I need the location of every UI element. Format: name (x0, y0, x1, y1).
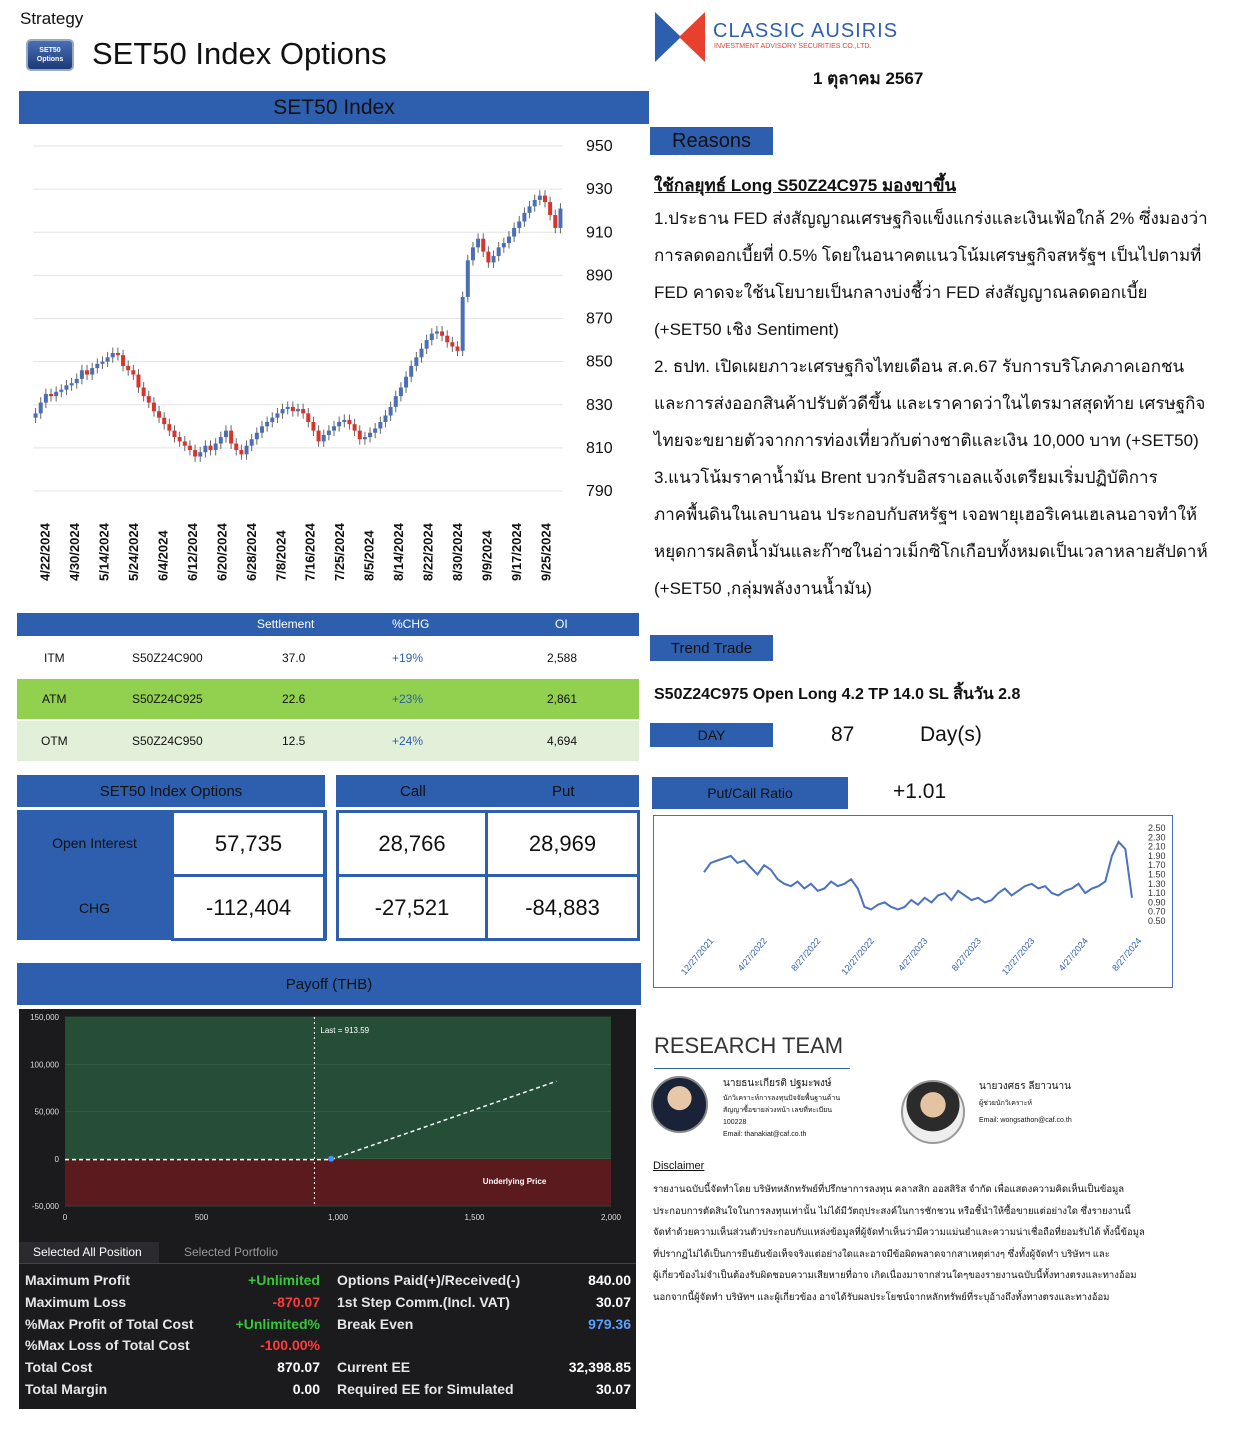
analyst-1-email: Email: thanakiat@caf.co.th (723, 1131, 807, 1138)
candle-body (183, 441, 187, 445)
x-tick-label: 4/22/2024 (37, 523, 53, 581)
candle-body (383, 416, 387, 422)
stat-label: Options Paid(+)/Received(-) (337, 1272, 521, 1288)
analyst-1-info (723, 1078, 873, 1141)
put-call-ratio-label: Put/Call Ratio (652, 777, 848, 809)
reason-line: (+SET50 เชิง Sentiment) (654, 320, 839, 339)
trend-trade-text: S50Z24C975 Open Long 4.2 TP 14.0 SL สิ้นวัน 2.8 (654, 686, 1021, 703)
stat-value: 30.07 (595, 1381, 631, 1397)
research-team-underline (654, 1068, 850, 1069)
report-date: 1 ตุลาคม 2567 (813, 69, 924, 88)
x-tick-label: 9/17/2024 (508, 523, 524, 581)
candle-body (414, 357, 418, 366)
disclaimer-line: จัดทำด้วยความเห็นส่วนตัวประกอบกับแหล่งข้อมูลที่ผู้จัดทำเห็นว่ามีความแม่นยำและความน่าเชื่อถือที่ยอมรับได้ ทั้งนี้ข้อมูล (653, 1227, 1145, 1238)
candle-body (486, 252, 490, 263)
stat-label: %Max Profit of Total Cost (25, 1315, 194, 1332)
brand-name: CLASSIC AUSIRIS (713, 20, 899, 42)
payoff-chart (19, 1009, 636, 1241)
stat-value: 979.36 (588, 1315, 631, 1332)
candle-body (75, 379, 79, 383)
reason-line: 2. ธปท. เปิดเผยภาวะเศรษฐกิจไทยเดือน ส.ค.67 รับการบริโภคภาคเอกชน (654, 357, 1185, 376)
analyst-1-role: นักวิเคราะห์การลงทุนปัจจัยพื้นฐานด้าน (723, 1095, 841, 1102)
row-series: S50Z24C900 (132, 651, 203, 665)
chg-put: -84,883 (485, 874, 640, 941)
x-tick-label: 1,000 (327, 1213, 349, 1222)
y-tick-label: 910 (586, 224, 613, 242)
reasons-body (654, 200, 1226, 607)
stat-label: Total Margin (25, 1381, 108, 1397)
candle-body (517, 221, 521, 227)
reason-line: FED คาดจะใช้นโยบายเป็นกลางบ่งชี้ว่า FED ส่งสัญญาณลดดอกเบี้ย (654, 283, 1148, 302)
reason-line: การลดดอกเบี้ยที่ 0.5% โดยในอนาคตแนวโน้มเศรษฐกิจสหรัฐฯ เป็นไปตามที่ (654, 246, 1202, 265)
x-tick-label: 6/4/2024 (155, 530, 171, 581)
candle-body (394, 396, 398, 407)
analyst-1-role2: สัญญาซื้อขายล่วงหน้า เลขที่ทะเบียน (723, 1107, 832, 1114)
index-chart-title: SET50 Index (19, 91, 649, 124)
table-row-atm (17, 679, 639, 719)
disclaimer-body (653, 1179, 1228, 1308)
stat-value: 840.00 (588, 1272, 631, 1288)
x-tick-label: 8/14/2024 (391, 523, 407, 581)
candle-body (126, 366, 130, 370)
candle-body (445, 336, 449, 342)
strategy-line: ใช้กลยุทธ์ Long S50Z24C975 มองขาขึ้น (654, 176, 957, 195)
y-tick-label: 50,000 (34, 1107, 59, 1117)
x-tick-label: 12/27/2021 (678, 935, 716, 977)
candle-body (471, 247, 475, 260)
candle-body (229, 431, 233, 444)
underlying-price-label: Underlying Price (482, 1176, 547, 1186)
candle-body (90, 368, 94, 374)
day-unit: Day(s) (920, 723, 982, 746)
candle-body (425, 340, 429, 349)
oi-call: 28,766 (336, 810, 488, 877)
stat-value: +Unlimited% (235, 1315, 320, 1332)
page-title: SET50 Index Options (92, 36, 387, 71)
day-value: 87 (831, 723, 855, 746)
candle-body (558, 209, 562, 228)
options-table-header (17, 613, 639, 636)
candle-body (301, 409, 305, 413)
disclaimer-line: รายงานฉบับนี้จัดทำโดย บริษัทหลักทรัพย์ที่ปรึกษาการลงทุน คลาสสิก ออสสิริส จำกัด เพื่อแสดงความคิดเห็นเป็นข้อมูล (653, 1184, 1125, 1195)
put-label: Put (552, 782, 575, 800)
x-tick-label: 4/27/2023 (896, 935, 930, 973)
brand-logo-icon (655, 12, 705, 62)
candle-body (178, 437, 182, 441)
disclaimer-line: ประกอบการตัดสินใจในการลงทุนเท่านั้น ไม่ได้มีวัตถุประสงค์ในการชักชวน หรือชี้นำให้ซื้อขายแต่อย่างใด ซึ่งรายงานนี้ (653, 1205, 1131, 1217)
stat-value: -100.00% (260, 1337, 320, 1354)
reason-line: หยุดการผลิตน้ำมันและก๊าซในอ่าวเม็กซิโกเกือบทั้งหมดเป็นเวลาหลายสัปดาห์ (654, 542, 1208, 561)
y-tick-label: 930 (586, 181, 613, 199)
candle-body (347, 420, 351, 424)
brand-subtitle: INVESTMENT ADVISORY SECURITIES CO.,LTD. (714, 43, 872, 50)
candle-body (440, 331, 444, 335)
candle-body (317, 431, 321, 442)
candle-body (548, 202, 552, 215)
candle-body (95, 364, 99, 368)
stat-value: 32,398.85 (568, 1359, 631, 1376)
stat-label: Maximum Loss (25, 1293, 127, 1310)
candle-body (399, 388, 403, 397)
candle-body (342, 420, 346, 422)
candle-body (224, 431, 228, 437)
candle-body (219, 437, 223, 443)
disclaimer-line: ที่ปรากฏไม่ได้เป็นการยืนยันข้อเท็จจริงแต่อย่างใดและอาจมีข้อผิดพลาดจากสาเหตุต่างๆ ซึ่งทั้งผู้จัดทำ บริษัทฯ และ (653, 1248, 1110, 1260)
row-oi: 4,694 (547, 734, 578, 748)
candle-body (59, 390, 63, 392)
x-tick-label: 7/25/2024 (332, 523, 348, 581)
y-tick-label: 890 (586, 267, 613, 285)
y-tick-label: 100,000 (30, 1060, 59, 1070)
candle-body (152, 403, 156, 412)
disclaimer-title: Disclaimer (653, 1160, 705, 1172)
y-tick-label: 1.30 (1148, 878, 1166, 889)
y-tick-label: 0.70 (1148, 906, 1166, 917)
stat-value: -870.07 (272, 1293, 320, 1310)
x-tick-label: 4/27/2022 (735, 935, 770, 973)
candle-body (100, 362, 104, 364)
stat-label: 1st Step Comm.(Incl. VAT) (337, 1293, 510, 1310)
candle-body (281, 409, 285, 413)
candle-body (173, 431, 177, 437)
reason-line: และการส่งออกสินค้าปรับตัวดีขึ้น และเราคาดว่าในไตรมาสสุดท้าย เศรษฐกิจ (654, 394, 1206, 413)
candle-body (239, 450, 243, 454)
candle-body (203, 446, 207, 452)
open-interest-label: Open Interest (17, 810, 172, 876)
y-tick-label: 830 (586, 396, 613, 414)
candle-body (265, 422, 269, 426)
candle-body (131, 370, 135, 374)
candle-body (167, 424, 171, 430)
candle-body (54, 392, 58, 396)
x-tick-label: 6/20/2024 (214, 523, 230, 581)
candle-body (332, 426, 336, 430)
chg-label: CHG (17, 876, 172, 940)
candle-body (456, 347, 460, 351)
stat-label: Break Even (337, 1315, 414, 1332)
candle-body (363, 437, 367, 439)
candle-body (214, 444, 218, 450)
candle-body (389, 407, 393, 416)
candle-body (188, 446, 192, 450)
candle-body (142, 388, 146, 397)
category-label: Strategy (20, 9, 84, 28)
tab-selected-all-position[interactable]: Selected All Position (19, 1242, 159, 1263)
reasons-title: Reasons (650, 127, 773, 155)
candle-body (492, 256, 496, 262)
row-settlement: 12.5 (282, 734, 306, 748)
candle-body (507, 237, 511, 243)
row-type: OTM (41, 734, 68, 748)
chg-total: -112,404 (171, 874, 326, 941)
x-tick-label: 8/5/2024 (361, 530, 377, 581)
candle-body (255, 433, 259, 439)
stat-value: +Unlimited (248, 1272, 320, 1288)
candle-body (522, 213, 526, 222)
candle-body (538, 196, 542, 200)
x-tick-label: 8/27/2024 (1110, 935, 1144, 973)
y-tick-label: 1.90 (1148, 850, 1166, 861)
y-tick-label: 0 (54, 1154, 59, 1164)
candle-body (322, 435, 326, 441)
x-tick-label: 7/8/2024 (273, 530, 289, 581)
row-series: S50Z24C950 (132, 734, 203, 748)
oi-put: 28,969 (485, 810, 640, 877)
last-price-label: Last = 913.59 (320, 1026, 370, 1035)
candle-body (116, 353, 120, 355)
row-chg: +23% (392, 692, 424, 706)
analyst-2-avatar (901, 1080, 965, 1144)
candle-body (245, 446, 249, 455)
row-settlement: 37.0 (282, 651, 306, 665)
candle-body (368, 433, 372, 437)
candle-body (404, 377, 408, 388)
row-oi: 2,588 (547, 651, 578, 665)
chg-call: -27,521 (336, 874, 488, 941)
candle-body (209, 446, 213, 450)
y-tick-label: 810 (586, 439, 613, 457)
header-oi: OI (555, 617, 568, 631)
logo-badge-text: SET50 Options (36, 47, 64, 63)
candle-body (270, 418, 274, 422)
table-row-otm (17, 721, 639, 761)
x-tick-label: 12/27/2022 (839, 935, 877, 977)
y-tick-label: -50,000 (31, 1202, 59, 1211)
candle-body (260, 426, 264, 432)
y-tick-label: 850 (586, 353, 613, 371)
candle-body (70, 383, 74, 385)
row-type: ATM (42, 692, 67, 706)
x-tick-label: 8/27/2022 (789, 935, 823, 973)
candle-body (291, 407, 295, 411)
candle-body (44, 394, 48, 403)
row-type: ITM (44, 651, 65, 665)
analyst-2-email: Email: wongsathon@caf.co.th (979, 1117, 1072, 1124)
candle-body (353, 424, 357, 430)
candle-body (533, 200, 537, 206)
reason-line: ไทยจะขยายตัวจากการท่องเที่ยวกับต่างชาติและเงิน 10,000 บาท (+SET50) (654, 431, 1199, 450)
y-tick-label: 0.50 (1148, 916, 1166, 926)
candle-body (311, 422, 315, 431)
payoff-divider (19, 1263, 636, 1264)
candle-body (373, 428, 377, 432)
x-tick-label: 6/12/2024 (184, 523, 200, 581)
stat-label: %Max Loss of Total Cost (25, 1337, 190, 1354)
candle-body (85, 370, 89, 374)
candle-body (553, 215, 557, 228)
break-even-marker (328, 1156, 334, 1162)
x-tick-label: 12/27/2023 (999, 935, 1037, 977)
reason-line: 3.แนวโน้มราคาน้ำมัน Brent บวกรับอิสราเอลแจ้งเตรียมเริ่มปฏิบัติการ (654, 468, 1158, 487)
candle-body (327, 431, 331, 435)
y-tick-label: 870 (586, 310, 613, 328)
candle-body (528, 206, 532, 212)
oi-total: 57,735 (171, 810, 326, 877)
y-tick-label: 790 (586, 483, 613, 500)
row-settlement: 22.6 (282, 692, 306, 706)
x-tick-label: 8/22/2024 (420, 523, 436, 581)
call-label: Call (400, 782, 426, 800)
candle-body (497, 247, 501, 256)
y-tick-label: 1.10 (1148, 888, 1166, 899)
stat-value: 870.07 (277, 1359, 320, 1376)
stat-value: 30.07 (595, 1293, 631, 1310)
pcr-series-line (704, 842, 1132, 910)
tab-selected-portfolio[interactable]: Selected Portfolio (184, 1245, 279, 1259)
stat-value: 0.00 (292, 1381, 320, 1397)
oi-summary-title: SET50 Index Options (17, 775, 325, 807)
day-label: DAY (650, 723, 773, 747)
x-tick-label: 500 (194, 1213, 209, 1222)
stat-label: Current EE (337, 1359, 411, 1376)
header-settlement: Settlement (257, 617, 315, 631)
x-tick-label: 7/16/2024 (302, 523, 318, 581)
candle-body (106, 357, 110, 361)
stat-label: Total Cost (25, 1359, 93, 1376)
analyst-2-info (979, 1080, 1139, 1127)
x-tick-label: 9/9/2024 (479, 530, 495, 581)
candle-body (275, 413, 279, 417)
reason-line: (+SET50 ,กลุ่มพลังงานน้ำมัน) (654, 579, 872, 598)
row-series: S50Z24C925 (132, 692, 203, 706)
candle-body (358, 431, 362, 440)
candle-body (512, 228, 516, 237)
y-tick-label: 1.50 (1148, 869, 1166, 880)
x-tick-label: 0 (62, 1213, 68, 1222)
candle-body (476, 239, 480, 248)
put-call-ratio-value: +1.01 (893, 780, 947, 803)
x-tick-label: 9/25/2024 (538, 523, 554, 581)
put-call-ratio-chart (653, 815, 1173, 988)
y-tick-label: 2.30 (1148, 832, 1166, 843)
reason-line: 1.ประธาน FED ส่งสัญญาณเศรษฐกิจแข็งแกร่งและเงินเฟ้อใกล้ 2% ซึ่งมองว่า (654, 209, 1208, 228)
candle-body (296, 409, 300, 411)
x-tick-label: 2,000 (600, 1213, 622, 1222)
analyst-1-avatar (651, 1076, 708, 1133)
oi-call-put-header (336, 775, 639, 807)
analyst-2-name: นายวงศธร ลียาวนาน (979, 1081, 1071, 1092)
candle-body (80, 370, 84, 379)
analyst-1-name: นายธนะเกียรติ ปฐมะพงษ์ (723, 1078, 832, 1089)
set50-options-logo (26, 39, 74, 71)
trend-trade-title: Trend Trade (650, 635, 773, 661)
y-tick-label: 1.70 (1148, 860, 1166, 871)
x-tick-label: 1,500 (464, 1213, 485, 1222)
candle-body (234, 444, 238, 450)
reason-line: ภาคพื้นดินในเลบานอน ประกอบกับสหรัฐฯ เจอพายุเฮอริเคนเฮเลนอาจทำให้ (654, 505, 1198, 524)
profit-zone (65, 1017, 611, 1159)
candle-body (162, 418, 166, 424)
candle-body (502, 243, 506, 247)
candle-body (157, 411, 161, 417)
disclaimer-line: ผู้เกี่ยวข้องไม่จำเป็นต้องรับผิดชอบความเสียหายที่อาจ เกิดเนื่องมาจากส่วนใดๆของรายงานฉบับนี้ทั้งทางตรงและทางอ้อม (653, 1270, 1137, 1281)
candle-body (49, 394, 53, 396)
candle-body (481, 239, 485, 252)
candle-body (461, 297, 465, 351)
y-tick-label: 2.50 (1148, 823, 1166, 833)
candle-body (34, 413, 38, 417)
stat-label: Maximum Profit (25, 1272, 131, 1288)
x-tick-label: 4/27/2024 (1056, 935, 1091, 973)
x-tick-label: 5/24/2024 (126, 523, 142, 581)
research-team-title: RESEARCH TEAM (654, 1033, 844, 1058)
candle-body (450, 342, 454, 346)
x-tick-label: 8/30/2024 (449, 523, 465, 581)
x-tick-label: 6/28/2024 (243, 523, 259, 581)
y-tick-label: 2.10 (1148, 841, 1166, 852)
candle-body (39, 403, 43, 414)
payoff-title: Payoff (THB) (17, 963, 641, 1005)
candle-body (419, 349, 423, 358)
y-tick-label: 0.90 (1148, 897, 1166, 908)
candle-body (121, 355, 125, 366)
set50-candlestick-chart (18, 126, 630, 596)
candle-body (306, 413, 310, 422)
row-chg: +24% (392, 734, 424, 748)
candle-body (250, 439, 254, 445)
candle-body (466, 260, 470, 297)
candle-body (378, 422, 382, 428)
candle-body (409, 366, 413, 377)
x-tick-label: 8/27/2023 (949, 935, 984, 973)
header-chg: %CHG (392, 617, 430, 631)
candle-body (136, 375, 140, 388)
candle-body (286, 407, 290, 409)
y-tick-label: 950 (586, 138, 613, 155)
table-row-itm (17, 638, 639, 678)
candle-body (435, 331, 439, 333)
y-tick-label: 150,000 (30, 1013, 59, 1022)
candle-body (64, 385, 68, 389)
candle-body (193, 450, 197, 456)
candle-body (430, 334, 434, 340)
x-tick-label: 5/14/2024 (96, 523, 112, 581)
x-tick-label: 4/30/2024 (67, 523, 83, 581)
analyst-2-role: ผู้ช่วยนักวิเคราะห์ (979, 1100, 1032, 1107)
candle-body (111, 353, 115, 357)
stat-label: Required EE for Simulated (337, 1381, 514, 1397)
candle-body (147, 396, 151, 402)
analyst-1-reg: 100228 (723, 1119, 747, 1126)
disclaimer-line: นอกจากนี้ผู้จัดทำ บริษัทฯ และผู้เกี่ยวข้อง อาจได้รับผลประโยชน์จากหลักทรัพย์ที่ระบุอ้างถึงทั้งทางตรงและทางอ้อม (653, 1291, 1110, 1303)
row-oi: 2,861 (547, 692, 578, 706)
candle-body (198, 452, 202, 456)
candle-body (543, 196, 547, 202)
row-chg: +19% (392, 651, 424, 665)
candle-body (337, 422, 341, 426)
